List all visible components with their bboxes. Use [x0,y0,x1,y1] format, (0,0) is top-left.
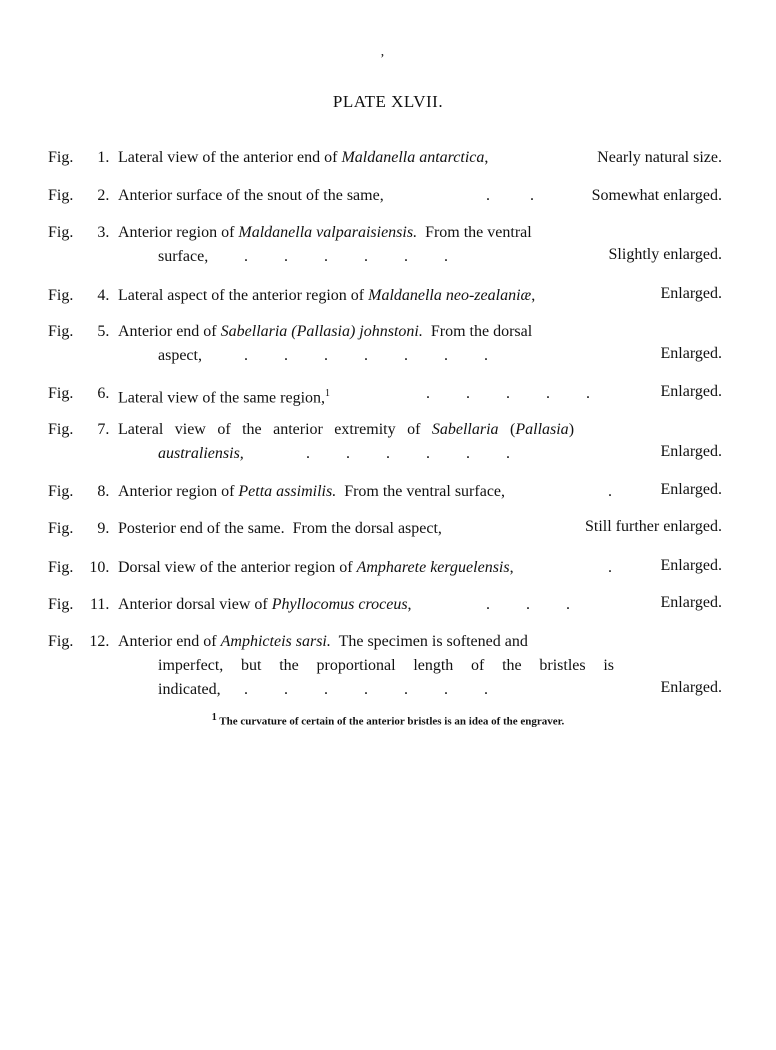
desc-text: From the dorsal [422,323,533,340]
magnification: Slightly enlarged. [608,246,722,263]
taxon-name: Phyllocomus croceus [271,596,408,613]
fig-num: 2. [97,187,110,204]
fig-label: Fig. [48,149,74,166]
fig-number [48,556,109,580]
fig-number [48,284,109,308]
fig-description-cont: indicated, [158,681,221,698]
desc-text: Lateral view of the anterior end of [118,149,342,166]
fig-description-cont: surface, [158,248,209,265]
fig-description [118,146,488,170]
magnification: Enlarged. [660,481,722,498]
taxon-name: Petta assimilis. [238,483,337,500]
fig-number [48,480,109,504]
fig-description [118,630,528,654]
fig-num: 3. [97,224,110,241]
desc-text: Anterior dorsal view of [118,596,272,613]
desc-text: , [484,149,489,166]
fig-description [118,556,514,580]
fig-number [48,382,109,406]
fig-description [118,320,532,344]
taxon-name: Pallasia [515,421,569,438]
plate-title: PLATE XLVII. [332,92,444,111]
fig-description [118,284,535,308]
fig-num: 1. [97,149,110,166]
fig-label: Fig. [48,483,74,500]
taxon-name: Maldanella antarctica [341,149,485,166]
fig-number [48,630,109,654]
desc-text: Anterior end of [118,323,221,340]
desc-text: ( [498,421,516,438]
magnification: Somewhat enlarged. [591,187,722,204]
dot-leader: . [608,483,612,500]
dot-leader: . . . . . . [306,445,510,462]
dot-leader: . [608,559,612,576]
fig-number [48,221,109,245]
magnification: Nearly natural size. [597,149,722,166]
dot-leader: . . [486,187,534,204]
fig-description [118,480,505,504]
desc-text: Anterior region of [118,224,239,241]
taxon-name: Ampharete kerguelensis [356,559,510,576]
dot-leader: . . . . . . [244,248,448,265]
fig-label: Fig. [48,633,74,650]
footnote [0,712,776,728]
taxon-name: Maldanella valparaisiensis. [238,224,418,241]
magnification: Enlarged. [660,557,722,574]
magnification: Still further enlarged. [585,518,722,535]
fig-label: Fig. [48,421,74,438]
taxon-name: Maldanella neo-zealaniæ [368,287,532,304]
fig-number [48,593,109,617]
fig-number [48,146,109,170]
magnification: Enlarged. [660,345,722,362]
fig-description [118,593,412,617]
desc-text: From the ventral [417,224,532,241]
desc-text: Lateral aspect of the anterior region of [118,287,369,304]
fig-label: Fig. [48,385,74,402]
fig-num: 10. [89,559,110,576]
magnification: Enlarged. [660,443,722,460]
taxon-name: australiensis, [158,445,244,462]
fig-label: Fig. [48,520,74,537]
fig-description: Anterior surface of the snout of the same, [118,187,384,204]
fig-num: 7. [97,421,110,438]
fig-label: Fig. [48,596,74,613]
fig-description [118,221,532,245]
dot-leader: . . . . . . . [244,347,488,364]
footnote-ref: 1 [325,388,331,399]
fig-label: Fig. [48,559,74,576]
desc-text: Dorsal view of the anterior region of [118,559,357,576]
desc-text: , [531,287,536,304]
fig-num: 12. [89,633,110,650]
desc-text: , [509,559,514,576]
fig-label: Fig. [48,187,74,204]
desc-text: The specimen is softened and [330,633,528,650]
desc-text: ) [568,421,575,438]
fig-description [118,382,330,410]
fig-description-cont [158,442,244,466]
dot-leader: . . . . . . . [244,681,488,698]
fig-number [48,517,109,541]
desc-text: Anterior region of [118,483,239,500]
fig-num: 6. [97,385,110,402]
dot-leader: . . . . . [426,385,590,402]
magnification: Enlarged. [660,285,722,302]
desc-text: From the ventral surface, [336,483,506,500]
fig-description-cont: aspect, [158,347,202,364]
fig-description [118,418,574,442]
fig-number [48,320,109,344]
taxon-name: Amphicteis sarsi. [220,633,331,650]
fig-num: 8. [97,483,110,500]
desc-text: Lateral view of the same region, [118,389,326,407]
desc-text: Anterior end of [118,633,221,650]
fig-num: 11. [89,596,110,613]
taxon-name: Sabellaria (Pallasia) johnstoni. [220,323,423,340]
fig-number [48,418,109,442]
desc-text: , [407,596,412,613]
fig-label: Fig. [48,323,74,340]
fig-description-cont: imperfect, but the proportional length of the bristles is [158,657,614,674]
page-mark: ’ [380,52,385,67]
fig-description: Posterior end of the same. From the dorsal aspect, [118,520,442,537]
dot-leader: . . . [486,596,570,613]
fig-label: Fig. [48,287,74,304]
taxon-name: Sabellaria [431,421,499,438]
fig-label: Fig. [48,224,74,241]
fig-num: 9. [97,520,110,537]
magnification: Enlarged. [660,594,722,611]
footnote-mark: 1 [211,712,217,723]
magnification: Enlarged. [660,679,722,696]
fig-number [48,184,109,208]
desc-text: Lateral view of the anterior extremity of [118,421,432,438]
fig-num: 4. [97,287,110,304]
footnote-text: The curvature of certain of the anterior bristles is an idea of the engraver. [219,715,565,728]
fig-num: 5. [97,323,110,340]
magnification: Enlarged. [660,383,722,400]
